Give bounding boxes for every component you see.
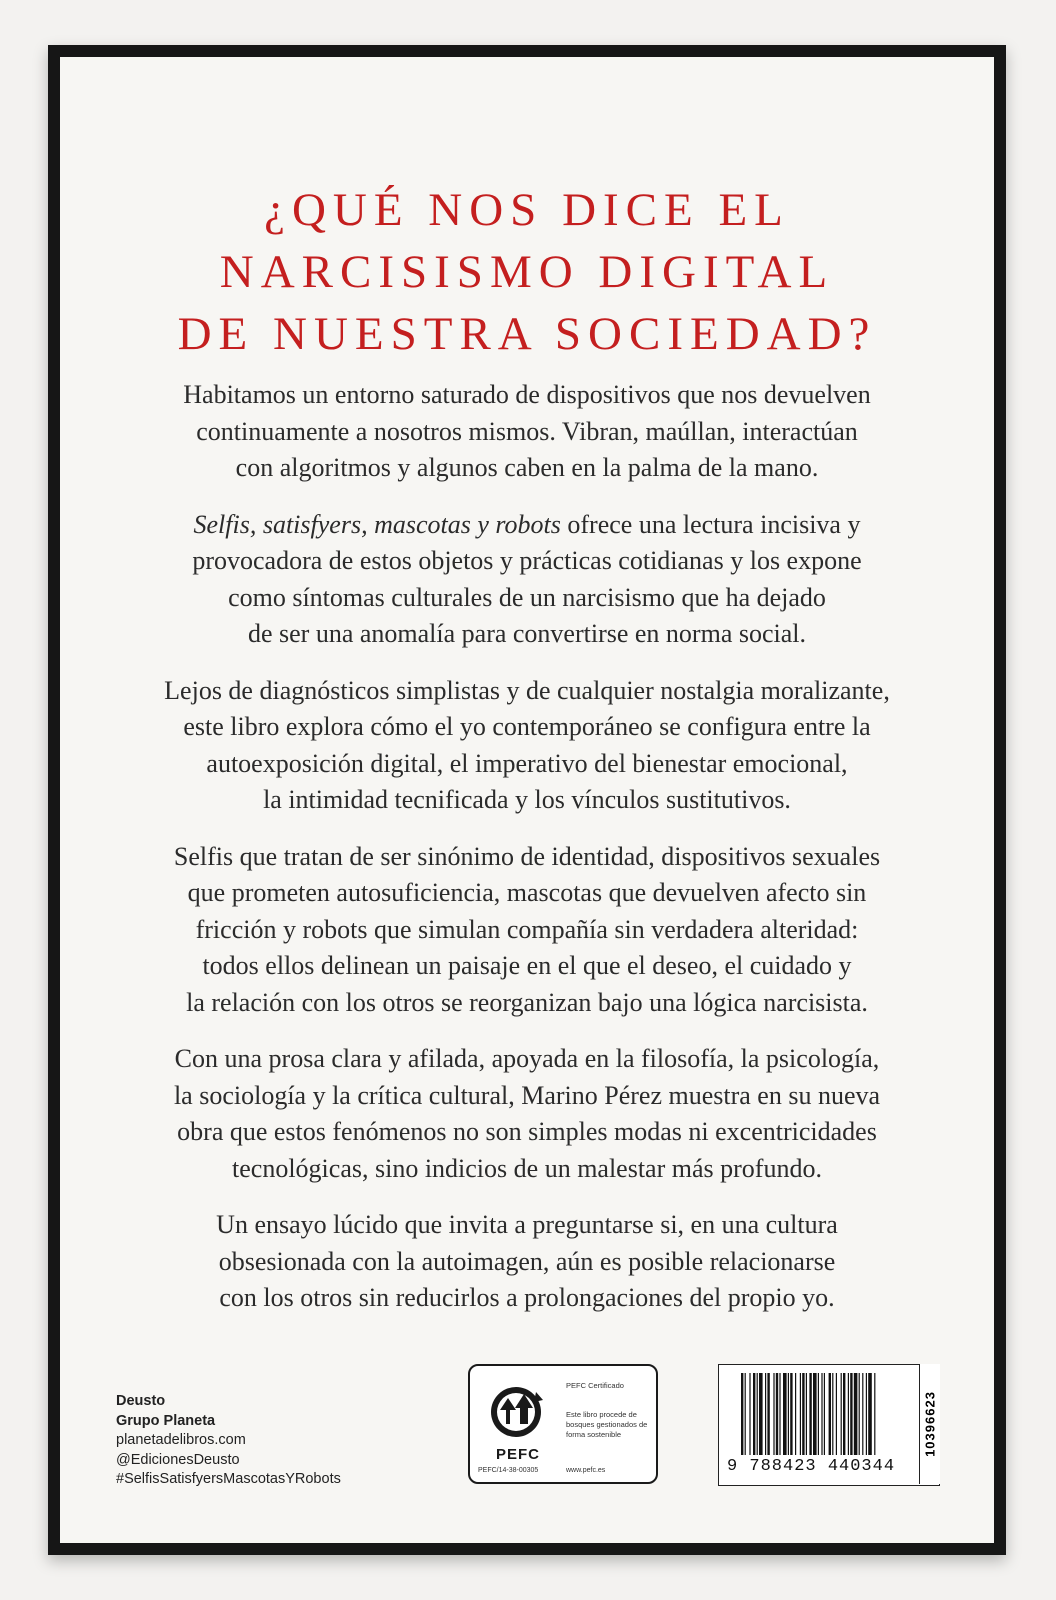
text-line: Con una prosa clara y afilada, apoyada en la filosofía, la psicología, (174, 1044, 880, 1073)
blurb-paragraph-1 (60, 377, 994, 487)
pefc-description: Este libro procede de bosques gestionados de forma sostenible (566, 1410, 648, 1439)
imprint-name: Deusto (116, 1393, 166, 1409)
text-line: como síntomas culturales de un narcisismo que ha dejado (228, 582, 826, 612)
headline-line: DE NUESTRA SOCIEDAD? (177, 308, 877, 360)
text-line: obsesionada con la autoimagen, aún es posible relacionarse (218, 1246, 836, 1276)
headline-line: NARCISISMO DIGITAL (219, 246, 835, 298)
pefc-url: www.pefc.es (566, 1467, 606, 1474)
isbn-digits: 9 788423 440344 (727, 1457, 896, 1476)
text-line: todos ellos delinean un paisaje en el que el deseo, el cuidado y (202, 951, 852, 980)
text-line: tecnológicas, sino indicios de un malestar más profundo. (232, 1153, 822, 1183)
pefc-tree-icon (486, 1380, 546, 1444)
blurb (60, 377, 994, 1337)
text-line: la intimidad tecnificada y los vínculos sustitutivos. (263, 785, 791, 814)
text-line: Un ensayo lúcido que invita a preguntarse si, en una cultura (216, 1210, 838, 1239)
text-line: continuamente a nosotros mismos. Vibran, maúllan, interactúan (196, 416, 858, 446)
text-line: Habitamos un entorno saturado de dispositivos que nos devuelven (183, 380, 871, 409)
publisher-info (116, 1392, 341, 1490)
text-line: Lejos de diagnósticos simplistas y de cualquier nostalgia moralizante, (164, 675, 890, 705)
headline-line: ¿QUÉ NOS DICE EL (264, 184, 790, 236)
blurb-paragraph-5 (60, 1041, 994, 1187)
blurb-paragraph-2 (60, 507, 994, 653)
text-line: Selfis que tratan de ser sinónimo de identidad, dispositivos sexuales (173, 841, 881, 871)
text-line: obra que estos fenómenos no son simples modas ni excentricidades (177, 1117, 877, 1146)
pefc-wordmark: PEFC (495, 1446, 540, 1463)
text-line: fricción y robots que simulan compañía sin verdadera alteridad: (195, 914, 859, 944)
text-line: la relación con los otros se reorganizan bajo una lógica narcisista. (186, 987, 868, 1017)
social-handle: @EdicionesDeusto (116, 1451, 240, 1468)
blurb-paragraph-3 (60, 673, 994, 819)
barcode-bars (741, 1373, 915, 1455)
text-line: la sociología y la crítica cultural, Marino Pérez muestra en su nueva (173, 1080, 881, 1110)
book-back-cover (60, 57, 994, 1543)
text-fragment: ofrece una lectura incisiva y (560, 509, 861, 539)
pefc-code: PEFC/14-38-00305 (478, 1467, 539, 1474)
hashtag: #SelfisSatisfyersMascotasYRobots (116, 1471, 341, 1487)
text-line: provocadora de estos objetos y prácticas cotidianas y los expone (192, 546, 862, 575)
text-line: autoexposición digital, el imperativo del bienestar emocional, (206, 748, 848, 778)
book-title-italic: Selfis, satisfyers, mascotas y robots (193, 509, 561, 539)
text-line: de ser una anomalía para convertirse en norma social. (247, 619, 807, 648)
website: planetadelibros.com (116, 1432, 246, 1448)
pefc-cert-label: PEFC Certificado (566, 1381, 624, 1390)
internal-code-text: 10396623 (922, 1391, 938, 1457)
isbn-barcode (718, 1364, 940, 1486)
pefc-label (468, 1364, 658, 1484)
text-line: este libro explora cómo el yo contemporáneo se configura entre la (183, 712, 871, 741)
internal-code (919, 1364, 940, 1484)
group-name: Grupo Planeta (116, 1412, 216, 1429)
blurb-paragraph-6 (60, 1207, 994, 1317)
text-line: con los otros sin reducirlos a prolongaciones del propio yo. (219, 1283, 835, 1312)
blurb-paragraph-4 (60, 839, 994, 1022)
text-line: con algoritmos y algunos caben en la palma de la mano. (235, 453, 819, 482)
headline (60, 179, 994, 365)
text-line (60, 507, 994, 544)
text-line: que prometen autosuficiencia, mascotas que devuelven afecto sin (187, 878, 867, 907)
